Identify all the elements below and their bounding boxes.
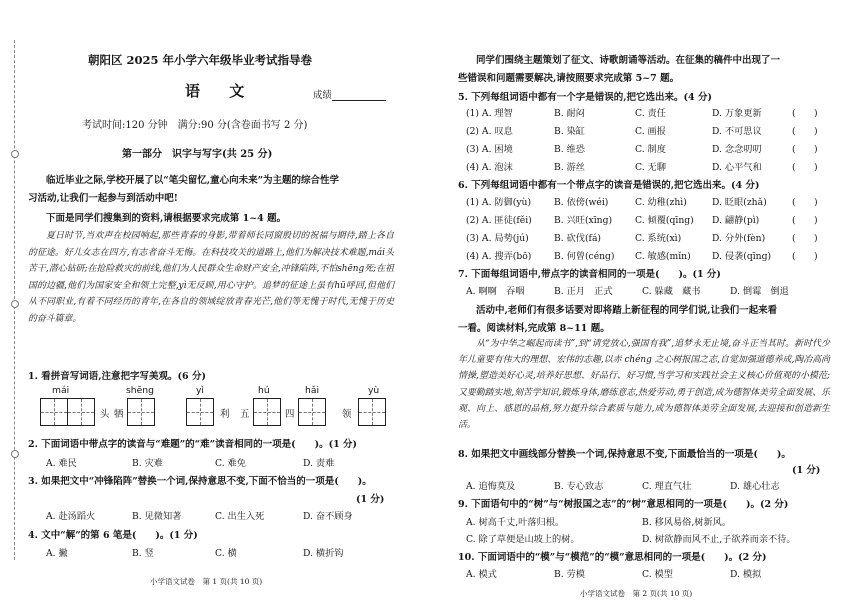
q6-row2-a[interactable]: (2) A. 匪徒(fěi)	[466, 215, 532, 226]
q6-row2-d[interactable]: D. 翩静(pì)	[712, 215, 760, 226]
page-footer: 小学语文试卷 第 2 页(共 10 页)	[580, 589, 693, 598]
writing-box[interactable]	[253, 398, 281, 426]
q6-row2-c[interactable]: C. 倾覆(qīng)	[635, 215, 694, 226]
q4-option-c[interactable]: C. 横	[215, 548, 237, 559]
question-1: 1. 看拼音写词语,注意把字写美观。(6 分)	[28, 371, 206, 382]
q6-row4-c[interactable]: C. 敏感(mǐn)	[635, 251, 691, 262]
q10-option-b[interactable]: B. 劳模	[554, 569, 585, 580]
q9-option-c[interactable]: C. 除了草便是山坡上的树。	[466, 534, 580, 545]
q6-row4-a[interactable]: (4) A. 搜弄(bō)	[466, 251, 532, 262]
question-5: 5. 下列每组词语中都有一个字是错误的,把它选出来。(4 分)	[458, 92, 712, 103]
q6-row1-b[interactable]: B. 依傍(wéi)	[554, 197, 609, 208]
q6-row3-c[interactable]: C. 系统(xì)	[635, 233, 682, 244]
q6-row1-c[interactable]: C. 幼稚(zhì)	[635, 197, 687, 208]
q6-row4-d[interactable]: D. 侵袭(qīng)	[712, 251, 772, 262]
question-7: 7. 下面每组词语中,带点字的读音相同的一项是( )。(1 分)	[458, 269, 721, 280]
box-char-xi: 牺	[114, 409, 124, 420]
q6-row1-answer[interactable]: ( )	[792, 197, 818, 208]
q6-row4-answer[interactable]: ( )	[792, 251, 818, 262]
q6-row3-b[interactable]: B. 砍伐(fá)	[554, 233, 602, 244]
q2-option-a[interactable]: A. 难民	[46, 458, 77, 469]
q10-option-c[interactable]: C. 模型	[642, 569, 673, 580]
q7-option-a[interactable]: A. 啊啊 吞咽	[466, 286, 525, 297]
question-4: 4. 文中“解”的第 6 笔是( )。(1 分)	[28, 530, 198, 541]
q4-option-b[interactable]: B. 竖	[132, 548, 154, 559]
q5-row3-b[interactable]: B. 维恐	[554, 144, 585, 155]
writing-box[interactable]	[67, 398, 95, 426]
q5-row2-b[interactable]: B. 染缸	[554, 126, 585, 137]
writing-box[interactable]	[40, 398, 68, 426]
q9-option-a[interactable]: A. 树高千丈,叶落归根。	[466, 517, 565, 528]
intro-line-1: 临近毕业之际,学校开展了以“笔尖留忆,童心向未来”为主题的综合性学	[46, 175, 340, 186]
question-10: 10. 下面词语中的“模”与“模范”的“模”意思相同的一项是( )。(2 分)	[458, 552, 767, 563]
exam-title: 朝阳区 2025 年小学六年级毕业考试指导卷	[88, 53, 313, 67]
q6-row2-answer[interactable]: ( )	[792, 215, 818, 226]
box-char-tou: 头	[100, 409, 110, 420]
q7-option-c[interactable]: C. 躲藏 藏书	[642, 286, 701, 297]
q5-row3-c[interactable]: C. 制度	[635, 144, 666, 155]
question-3: 3. 如果把文中“冲锋陷阵”替换一个词,保持意思不变,下面不恰当的一项是( )。	[28, 476, 372, 487]
q6-row3-answer[interactable]: ( )	[792, 233, 818, 244]
q10-option-a[interactable]: A. 模式	[466, 569, 497, 580]
q3-option-b[interactable]: B. 见微知著	[132, 511, 182, 522]
q6-row1-a[interactable]: (1) A. 防御(yù)	[466, 197, 532, 208]
q5-row4-c[interactable]: C. 无聊	[635, 162, 666, 173]
question-6: 6. 下列每组词语中都有一个带点字的读音是错误的,把它选出来。(4 分)	[458, 180, 760, 191]
q5-row1-d[interactable]: D. 万象更新	[712, 108, 762, 119]
score-blank[interactable]	[332, 90, 386, 101]
writing-box[interactable]	[127, 398, 155, 426]
q7-option-b[interactable]: B. 正月 正式	[554, 286, 613, 297]
intro-line-4: 一看。阅读材料,完成第 8~11 题。	[458, 323, 610, 334]
writing-box[interactable]	[186, 398, 214, 426]
box-char-si: 四	[285, 409, 295, 420]
exam-info: 考试时间:120 分钟 满分:90 分(含卷面书写 2 分)	[82, 120, 308, 131]
intro-line-2: 些错误和问题需要解决,请按照要求完成第 5~7 题。	[458, 73, 680, 84]
q8-option-d[interactable]: D. 雄心壮志	[730, 481, 780, 492]
question-8: 8. 如果把文中画线部分替换一个词,保持意思不变,下面最恰当的一项是( )。	[458, 449, 791, 460]
q5-row1-b[interactable]: B. 耐闷	[554, 108, 585, 119]
exam-page-2	[430, 0, 860, 609]
q6-row3-d[interactable]: D. 分外(fèn)	[712, 233, 766, 244]
part1-heading: 第一部分 识字与写字(共 25 分)	[122, 149, 273, 160]
q5-row2-a[interactable]: (2) A. 叹息	[466, 126, 513, 137]
question-9: 9. 下面语句中的“树”与“树报国之志”的“树”意思相同的一项是( )。(2 分)	[458, 499, 789, 510]
q5-row2-answer[interactable]: ( )	[792, 126, 818, 137]
q9-option-b[interactable]: B. 移风易俗,树新风。	[642, 517, 732, 528]
pinyin-yi: yì	[196, 385, 204, 396]
q2-option-c[interactable]: C. 难免	[215, 458, 246, 469]
subject-heading: 语 文	[185, 82, 257, 100]
box-char-ling: 领	[342, 409, 352, 420]
q3-score: (1 分)	[356, 494, 385, 505]
q5-row3-a[interactable]: (3) A. 困境	[466, 144, 513, 155]
q6-row4-b[interactable]: B. 何曾(céng)	[554, 251, 615, 262]
pinyin-mai: mái	[52, 385, 70, 396]
writing-box[interactable]	[358, 398, 386, 426]
q8-option-b[interactable]: B. 专心致志	[554, 481, 604, 492]
q7-option-d[interactable]: D. 倒霉 倒退	[730, 286, 789, 297]
q6-row3-a[interactable]: (3) A. 局势(jú)	[466, 233, 529, 244]
page-footer: 小学语文试卷 第 1 页(共 10 页)	[150, 577, 263, 586]
q5-row4-b[interactable]: B. 游丝	[554, 162, 585, 173]
q6-row1-d[interactable]: D. 眨眼(zhǎ)	[712, 197, 767, 208]
q9-option-d[interactable]: D. 树欲静而风不止,子欲养而亲不待。	[642, 534, 796, 545]
q2-option-d[interactable]: D. 责难	[303, 458, 335, 469]
q5-row4-answer[interactable]: ( )	[792, 162, 818, 173]
intro-line-3: 下面是同学们搜集到的资料,请根据要求完成第 1~4 题。	[46, 213, 287, 224]
q5-row2-c[interactable]: C. 画报	[635, 126, 666, 137]
q4-option-a[interactable]: A. 撇	[46, 548, 68, 559]
q5-row4-d[interactable]: D. 心平气和	[712, 162, 762, 173]
q3-option-a[interactable]: A. 赴汤蹈火	[46, 511, 96, 522]
pinyin-yu: yù	[368, 385, 380, 396]
box-char-li: 利	[220, 409, 230, 420]
q2-option-b[interactable]: B. 灾难	[132, 458, 163, 469]
pinyin-sheng: shēng	[126, 385, 154, 396]
q3-option-c[interactable]: C. 出生入死	[215, 511, 265, 522]
pinyin-hai: hǎi	[305, 385, 320, 396]
q5-row1-c[interactable]: C. 责任	[635, 108, 666, 119]
question-2: 2. 下面词语中带点字的读音与“难题”的“难”读音相同的一项是( )。(1 分)	[28, 439, 357, 450]
q4-option-d[interactable]: D. 横折钩	[303, 548, 344, 559]
q5-row3-d[interactable]: D. 念念叨叨	[712, 144, 762, 155]
score-label: 成绩	[313, 90, 332, 101]
writing-box[interactable]	[298, 398, 326, 426]
q5-row1-answer[interactable]: ( )	[792, 108, 818, 119]
q3-option-d[interactable]: D. 奋不顾身	[303, 511, 353, 522]
q5-row4-a[interactable]: (4) A. 泡沫	[466, 162, 513, 173]
q10-option-d[interactable]: D. 模拟	[730, 569, 762, 580]
q8-option-c[interactable]: C. 理直气壮	[642, 481, 692, 492]
q8-score: (1 分)	[792, 465, 821, 476]
q5-row1-a[interactable]: (1) A. 理智	[466, 108, 513, 119]
q6-row2-b[interactable]: B. 兴旺(xīng)	[554, 215, 613, 226]
pinyin-hu: hú	[258, 385, 270, 396]
box-char-wu: 五	[240, 409, 250, 420]
intro-line-3: 活动中,老师们有很多话要对即将踏上新征程的同学们说,让我们一起来看	[476, 305, 778, 316]
score-field[interactable]	[313, 87, 386, 101]
q8-option-a[interactable]: A. 追悔莫及	[466, 481, 516, 492]
reading-passage: 夏日时节,当欢声在校园响起,那些青春的身影,带着师长同窗殷切的祝福与期待,踏上各自的征途。好儿女志在四方,有志者奋斗无悔。在科技攻关的道路上,他们为解决技术难题,mái头苦干,潜心钻研;在抢险救灾的前线,他们为人民群众生命财产安全,冲锋陷阵,不怕shēng死;在祖国的边疆,他们为国家安全和领土完整,yì无反顾,用心守护。追梦的征途上虽有hū呼回,但他们从不同职业,有着不同经历的青年,在各自的领域绽放青春光芒,他们等无愧于时代,无愧于历史的奋斗篇章。	[28, 231, 394, 324]
reading-passage: 从“为中华之崛起而读书”,到“请党放心,强国有我”,追梦永无止境,奋斗正当其时。新时代少年儿童要有伟大的理想、宏伟的志趣,以赤 chéng 之心树报国之志,自觉加强道德养成,陶冶高尚情操,塑造美好心灵,培养好思想、好品行、好习惯,当学习和实践社会主义核心价值观的小模范;又要勤踏实地,刻苦学知识,锻炼身体,磨练意志,热爱劳动,勇于创造,成为德智体美劳全面发展、乐观、向上、感恩的品格,努力提升综合素质与能力,成为德智体美劳全面发展,去迎接和创造新生活。	[458, 339, 830, 431]
intro-line-2: 习活动,让我们一起参与到活动中吧!	[28, 193, 178, 204]
q5-row2-d[interactable]: D. 不可思议	[712, 126, 762, 137]
q5-row3-answer[interactable]: ( )	[792, 144, 818, 155]
intro-line-1: 同学们围绕主题策划了征文、诗歌朗诵等活动。在征集的稿件中出现了一	[476, 55, 781, 66]
